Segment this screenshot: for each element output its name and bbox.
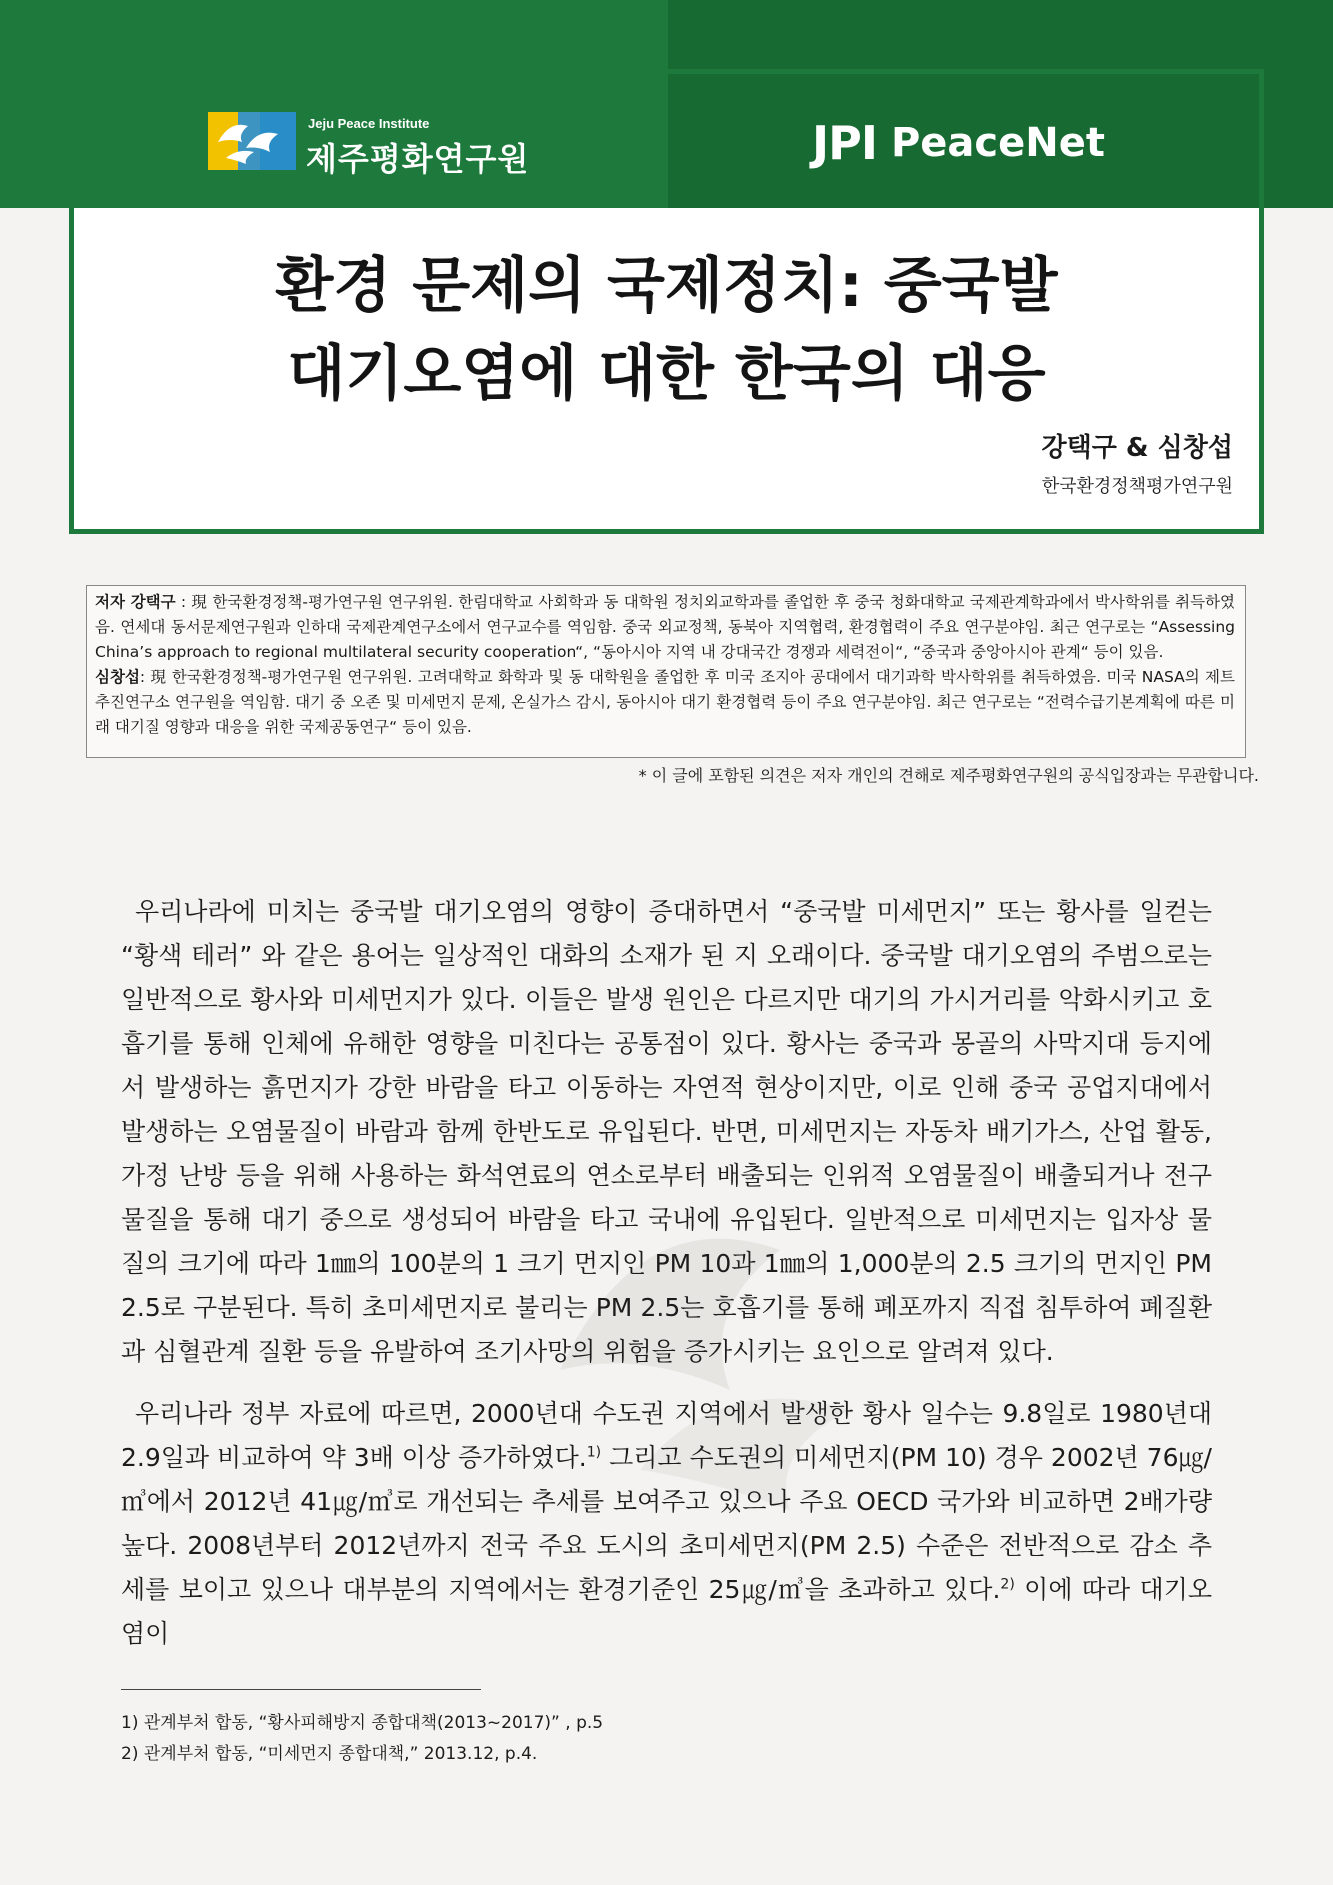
peacenet-logo[interactable] bbox=[812, 115, 1105, 171]
bird-logo-icon bbox=[208, 112, 296, 170]
peacenet-wordmark: PeaceNet bbox=[890, 120, 1105, 166]
disclaimer-note: * 이 글에 포함된 의견은 저자 개인의 견해로 제주평화연구원의 공식입장과는 무관합니다. bbox=[638, 766, 1259, 785]
footnote-divider bbox=[121, 1689, 481, 1690]
author-names: 강택구 & 심창섭 bbox=[1041, 433, 1233, 463]
title-line-1: 환경 문제의 국제정치: 중국발 bbox=[275, 251, 1058, 321]
bio-label: 심창섭 bbox=[95, 668, 140, 686]
footnote-item: 1) 관계부처 합동, “황사피해방지 종합대책(2013~2017)” , p.5 bbox=[121, 1713, 604, 1733]
body-text: 우리나라 정부 자료에 따르면, 2000년대 수도권 지역에서 발생한 황사 일수는 9.8일로 1980년대 2.9일과 비교하여 약 3배 이상 증가하였다. bbox=[121, 1399, 1212, 1472]
jeju-peace-institute-logo[interactable] bbox=[208, 108, 548, 178]
title-line-2: 대기오염에 대한 한국의 대응 bbox=[287, 339, 1046, 409]
bio-label: 저자 강택구 bbox=[95, 593, 176, 611]
author-bio-box bbox=[86, 585, 1246, 758]
footnotes bbox=[121, 1708, 603, 1770]
body-text: 그리고 수도권의 미세먼지(PM 10) 경우 2002년 76㎍/㎥에서 2012년 41㎍/㎥로 개선되는 추세를 보여주고 있으나 주요 OECD 국가와 비교하면 2배가량 높다. 2008년부터 2012년까지 전국 주요 도시의 초미세먼지(PM 2.5) 수준은 전반적으로 감소 추세를 보이고 있으나 대부분의 지역에서는 환경기준인 25㎍/㎥을 초과하고 있다. bbox=[121, 1443, 1212, 1604]
institute-english-name: Jeju Peace Institute bbox=[308, 116, 430, 131]
footnote-item: 2) 관계부처 합동, “미세먼지 종합대책,” 2013.12, p.4. bbox=[121, 1744, 538, 1764]
body-paragraph: 우리나라에 미치는 중국발 대기오염의 영향이 증대하면서 “중국발 미세먼지” 또는 황사를 일컫는 “황색 테러” 와 같은 용어는 일상적인 대화의 소재가 된 지 오래이다. 중국발 대기오염의 주범으로는 일반적으로 황사와 미세먼지가 있다. 이들은 발생 원인은 다르지만 대기의 가시거리를 악화시키고 호흡기를 통해 인체에 유해한 영향을 미친다는 공통점이 있다. 황사는 중국과 몽골의 사막지대 등지에서 발생하는 흙먼지가 강한 바람을 타고 이동하는 자연적 현상이지만, 이로 인해 중국 공업지대에서 발생하는 오염물질이 바람과 함께 한반도로 유입된다. 반면, 미세먼지는 자동차 배기가스, 산업 활동, 가정 난방 등을 위해 사용하는 화석연료의 연소로부터 배출되는 인위적 오염물질이 배출되거나 전구물질을 통해 대기 중으로 생성되어 바람을 타고 국내에 유입된다. 일반적으로 미세먼지는 입자상 물질의 크기에 따라 1㎜의 100분의 1 크기 먼지인 PM 10과 1㎜의 1,000분의 2.5 크기의 먼지인 PM 2.5로 구분된다. 특히 초미세먼지로 불리는 PM 2.5는 호흡기를 통해 폐포까지 직접 침투하여 폐질환과 심혈관계 질환 등을 유발하여 조기사망의 위험을 증가시키는 요인으로 알려져 있다. bbox=[121, 897, 1212, 1366]
article-body bbox=[121, 890, 1212, 1674]
author-affiliation: 한국환경정책평가연구원 bbox=[1041, 476, 1233, 497]
bio-item bbox=[95, 665, 1235, 740]
institute-korean-name: 제주평화연구원 bbox=[306, 140, 530, 178]
jpi-mark: JPI bbox=[812, 116, 877, 170]
bio-item bbox=[95, 590, 1235, 665]
body-paragraph bbox=[121, 1392, 1212, 1656]
footnote-ref[interactable]: 1) bbox=[586, 1444, 602, 1461]
footnote-ref[interactable]: 2) bbox=[1000, 1576, 1015, 1593]
bio-text: : 現 한국환경정책-평가연구원 연구위원. 한림대학교 사회학과 동 대학원 정치외교학과를 졸업한 후 중국 청화대학교 국제관계학과에서 박사학위를 취득하였음. 연세대 동서문제연구원과 인하대 국제관계연구소에서 연구교수를 역임함. 중국 외교정책, 동북아 지역협력, 환경협력이 주요 연구분야임. 최근 연구로는 “Assessing China’s approach to regional multilateral security cooperation“, “동아시아 지역 내 강대국간 경쟁과 세력전이“, “중국과 중앙아시아 관계“ 등이 있음. bbox=[95, 593, 1235, 661]
body-text: 이에 따라 대기오염이 bbox=[121, 1575, 1212, 1648]
article-title bbox=[74, 242, 1259, 418]
bio-text: : 現 한국환경정책-평가연구원 연구위원. 고려대학교 화학과 및 동 대학원을 졸업한 후 미국 조지아 공대에서 대기과학 박사학위를 취득하였음. 미국 NASA의 제트추진연구소 연구원을 역임함. 대기 중 오존 및 미세먼지 문제, 온실가스 감시, 동아시아 대기 환경협력 등이 주요 연구분야임. 최근 연구로는 “전력수급기본계획에 따른 미래 대기질 영향과 대응을 위한 국제공동연구“ 등이 있음. bbox=[95, 668, 1235, 736]
